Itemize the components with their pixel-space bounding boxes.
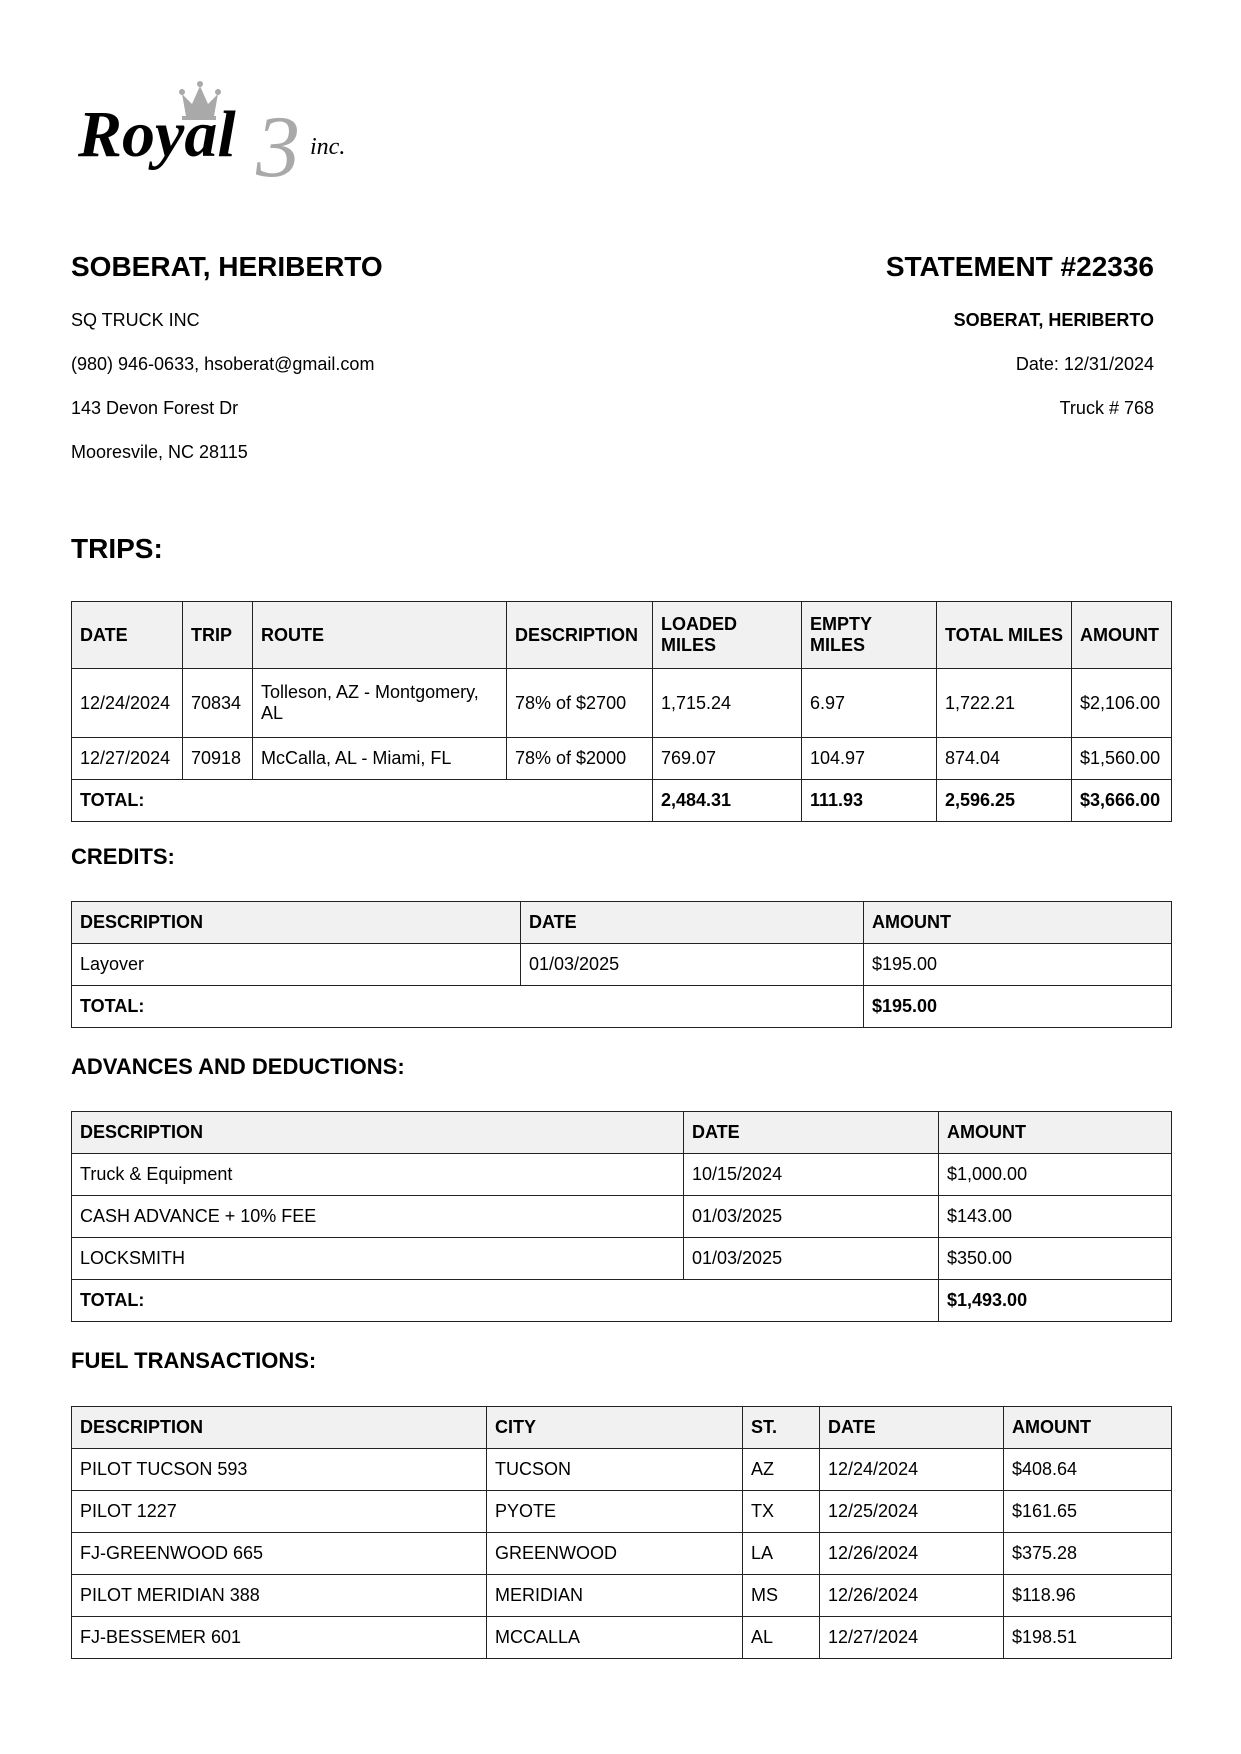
credits-title: CREDITS: <box>71 844 175 869</box>
fuel-description: FJ-GREENWOOD 665 <box>72 1533 487 1575</box>
table-row <box>72 669 1172 738</box>
logo-word: Royal <box>78 98 236 171</box>
column-header: DATE <box>521 902 864 944</box>
column-header: DESCRIPTION <box>507 602 653 669</box>
table-row <box>72 738 1172 780</box>
logo-numeral: 3 <box>256 99 300 190</box>
driver-info <box>71 250 631 462</box>
column-header: DATE <box>684 1112 939 1154</box>
statement-info <box>594 250 1154 418</box>
deduction-amount: $1,000.00 <box>939 1154 1172 1196</box>
deduction-amount: $350.00 <box>939 1238 1172 1280</box>
statement-truck: Truck # 768 <box>1059 398 1154 418</box>
fuel-state: AZ <box>743 1449 820 1491</box>
trip-description: 78% of $2000 <box>507 738 653 780</box>
total-row <box>72 986 1172 1028</box>
trip-total-miles: 874.04 <box>937 738 1072 780</box>
table-row <box>72 1238 1172 1280</box>
statement-date: Date: 12/31/2024 <box>1015 354 1154 374</box>
fuel-state: AL <box>743 1617 820 1659</box>
company-logo <box>78 78 378 190</box>
deduction-date: 10/15/2024 <box>684 1154 939 1196</box>
deduction-amount: $143.00 <box>939 1196 1172 1238</box>
column-header: ST. <box>743 1407 820 1449</box>
table-row <box>72 1533 1172 1575</box>
trip-route: McCalla, AL - Miami, FL <box>253 738 507 780</box>
logo-suffix: inc. <box>310 134 346 160</box>
trip-empty-miles: 104.97 <box>802 738 937 780</box>
total-amount: $195.00 <box>864 986 1172 1028</box>
deduction-description: LOCKSMITH <box>72 1238 684 1280</box>
total-miles: 2,596.25 <box>937 780 1072 822</box>
total-row <box>72 1280 1172 1322</box>
fuel-amount: $198.51 <box>1004 1617 1172 1659</box>
trip-loaded-miles: 769.07 <box>653 738 802 780</box>
trip-date: 12/24/2024 <box>72 669 183 738</box>
statement-title: STATEMENT #22336 <box>885 251 1154 282</box>
statement-name: SOBERAT, HERIBERTO <box>953 310 1154 330</box>
driver-address-line2: Mooresvile, NC 28115 <box>71 442 248 462</box>
trip-number: 70918 <box>183 738 253 780</box>
column-header: TOTAL MILES <box>937 602 1072 669</box>
total-label: TOTAL: <box>72 780 653 822</box>
fuel-date: 12/26/2024 <box>820 1575 1004 1617</box>
total-empty-miles: 111.93 <box>802 780 937 822</box>
total-label: TOTAL: <box>72 1280 939 1322</box>
driver-name: SOBERAT, HERIBERTO <box>71 251 383 282</box>
trips-table <box>71 601 1172 822</box>
fuel-state: MS <box>743 1575 820 1617</box>
total-row <box>72 780 1172 822</box>
table-header-row <box>72 1112 1172 1154</box>
column-header: LOADED MILES <box>653 602 802 669</box>
table-row <box>72 1575 1172 1617</box>
fuel-amount: $161.65 <box>1004 1491 1172 1533</box>
trip-description: 78% of $2700 <box>507 669 653 738</box>
fuel-date: 12/25/2024 <box>820 1491 1004 1533</box>
trip-empty-miles: 6.97 <box>802 669 937 738</box>
trip-number: 70834 <box>183 669 253 738</box>
trip-loaded-miles: 1,715.24 <box>653 669 802 738</box>
fuel-description: PILOT TUCSON 593 <box>72 1449 487 1491</box>
deductions-table <box>71 1111 1172 1322</box>
fuel-date: 12/24/2024 <box>820 1449 1004 1491</box>
fuel-description: PILOT 1227 <box>72 1491 487 1533</box>
column-header: DATE <box>820 1407 1004 1449</box>
fuel-city: GREENWOOD <box>487 1533 743 1575</box>
fuel-description: FJ-BESSEMER 601 <box>72 1617 487 1659</box>
column-header: EMPTY MILES <box>802 602 937 669</box>
fuel-date: 12/27/2024 <box>820 1617 1004 1659</box>
trip-total-miles: 1,722.21 <box>937 669 1072 738</box>
fuel-state: LA <box>743 1533 820 1575</box>
column-header: AMOUNT <box>1004 1407 1172 1449</box>
fuel-city: PYOTE <box>487 1491 743 1533</box>
table-row <box>72 1196 1172 1238</box>
fuel-amount: $375.28 <box>1004 1533 1172 1575</box>
trip-amount: $2,106.00 <box>1072 669 1172 738</box>
fuel-description: PILOT MERIDIAN 388 <box>72 1575 487 1617</box>
table-row <box>72 1617 1172 1659</box>
table-header-row <box>72 1407 1172 1449</box>
fuel-table <box>71 1406 1172 1659</box>
table-header-row <box>72 602 1172 669</box>
column-header: DATE <box>72 602 183 669</box>
column-header: ROUTE <box>253 602 507 669</box>
total-amount: $3,666.00 <box>1072 780 1172 822</box>
deduction-date: 01/03/2025 <box>684 1196 939 1238</box>
fuel-state: TX <box>743 1491 820 1533</box>
table-header-row <box>72 902 1172 944</box>
table-row <box>72 1491 1172 1533</box>
driver-address-line1: 143 Devon Forest Dr <box>71 398 239 418</box>
credits-table <box>71 901 1172 1028</box>
deduction-description: Truck & Equipment <box>72 1154 684 1196</box>
table-row <box>72 1154 1172 1196</box>
deduction-date: 01/03/2025 <box>684 1238 939 1280</box>
fuel-city: TUCSON <box>487 1449 743 1491</box>
total-label: TOTAL: <box>72 986 864 1028</box>
column-header: AMOUNT <box>864 902 1172 944</box>
total-loaded-miles: 2,484.31 <box>653 780 802 822</box>
deductions-title: ADVANCES AND DEDUCTIONS: <box>71 1054 405 1079</box>
column-header: DESCRIPTION <box>72 1112 684 1154</box>
table-row <box>72 944 1172 986</box>
fuel-amount: $118.96 <box>1004 1575 1172 1617</box>
column-header: CITY <box>487 1407 743 1449</box>
column-header: DESCRIPTION <box>72 902 521 944</box>
credit-description: Layover <box>72 944 521 986</box>
table-row <box>72 1449 1172 1491</box>
column-header: AMOUNT <box>939 1112 1172 1154</box>
column-header: AMOUNT <box>1072 602 1172 669</box>
credit-amount: $195.00 <box>864 944 1172 986</box>
total-amount: $1,493.00 <box>939 1280 1172 1322</box>
driver-company: SQ TRUCK INC <box>71 310 200 330</box>
fuel-amount: $408.64 <box>1004 1449 1172 1491</box>
column-header: TRIP <box>183 602 253 669</box>
driver-contact: (980) 946-0633, hsoberat@gmail.com <box>71 354 375 374</box>
fuel-city: MCCALLA <box>487 1617 743 1659</box>
fuel-city: MERIDIAN <box>487 1575 743 1617</box>
trip-route: Tolleson, AZ - Montgomery, AL <box>253 669 507 738</box>
fuel-title: FUEL TRANSACTIONS: <box>71 1348 317 1373</box>
trip-amount: $1,560.00 <box>1072 738 1172 780</box>
deduction-description: CASH ADVANCE + 10% FEE <box>72 1196 684 1238</box>
column-header: DESCRIPTION <box>72 1407 487 1449</box>
trips-title: TRIPS: <box>71 533 163 564</box>
trip-date: 12/27/2024 <box>72 738 183 780</box>
fuel-date: 12/26/2024 <box>820 1533 1004 1575</box>
credit-date: 01/03/2025 <box>521 944 864 986</box>
